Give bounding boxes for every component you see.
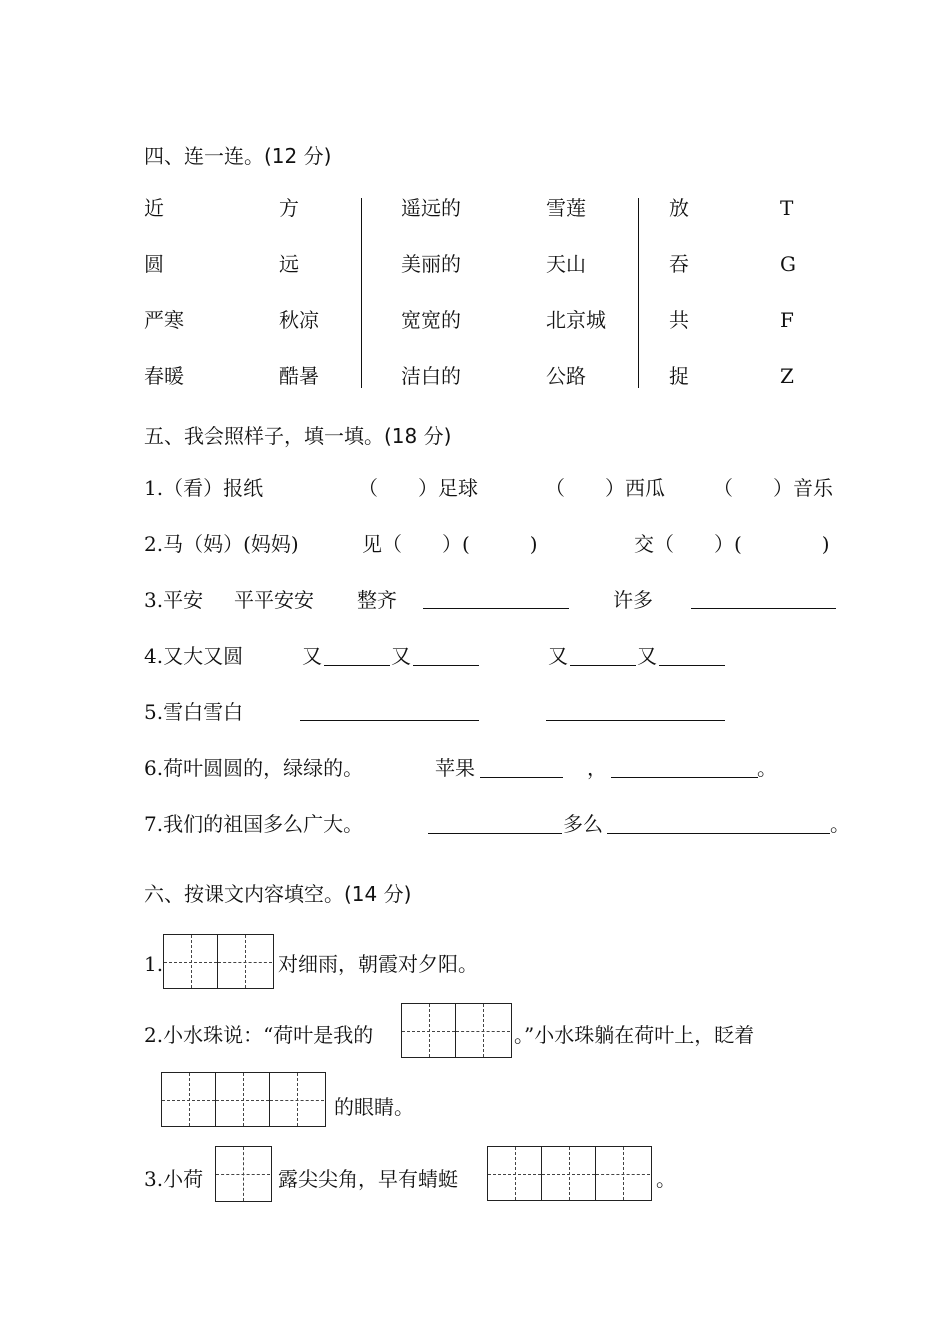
q2-blank-jian[interactable]: 见（ ）( ): [362, 532, 538, 556]
q3-word-xuduo: 许多: [613, 588, 653, 612]
s6-q1-number: 1.: [144, 952, 164, 976]
q1-blank-music[interactable]: （ ）音乐: [713, 476, 833, 500]
q3-blank-zhengqi[interactable]: [423, 608, 569, 609]
s6-q3-text-b: 露尖尖角，早有蜻蜓: [278, 1167, 458, 1191]
q7-blank[interactable]: [607, 833, 830, 834]
match-word: 圆: [144, 252, 164, 276]
q4-blank[interactable]: [570, 665, 636, 666]
q6-comma: ，: [587, 756, 607, 780]
match-word: 方: [279, 196, 299, 220]
tianzige-box[interactable]: [487, 1146, 652, 1201]
q4-you: 又: [391, 644, 411, 668]
match-word: 洁白的: [401, 364, 461, 388]
q4-blank[interactable]: [659, 665, 725, 666]
match-letter: F: [780, 308, 794, 332]
q4-blank[interactable]: [413, 665, 479, 666]
q6-blank[interactable]: [611, 777, 758, 778]
match-word: 酷暑: [279, 364, 319, 388]
match-word: 捉: [669, 364, 689, 388]
section-5-title: 五、我会照样子，填一填。(18 分): [144, 424, 452, 448]
match-word: 放: [669, 196, 689, 220]
match-word: 天山: [546, 252, 586, 276]
s6-q3-text-a: 3.小荷: [144, 1167, 204, 1191]
divider-line: [638, 198, 639, 388]
q7-blank[interactable]: [428, 833, 562, 834]
match-word: 吞: [669, 252, 689, 276]
q4-you: 又: [637, 644, 657, 668]
q1-blank-football[interactable]: （ ）足球: [358, 476, 478, 500]
q4-you: 又: [548, 644, 568, 668]
divider-line: [361, 198, 362, 388]
q4-example: 4.又大又圆: [144, 644, 244, 668]
match-letter: G: [780, 252, 796, 276]
s6-q2-text-b: 。”小水珠躺在荷叶上，眨着: [514, 1023, 755, 1047]
q1-example: 1.（看）报纸: [144, 476, 264, 500]
q3-example: 3.平安: [144, 588, 204, 612]
q2-example: 2.马（妈）(妈妈): [144, 532, 299, 556]
match-word: 春暖: [144, 364, 184, 388]
match-word: 共: [669, 308, 689, 332]
q1-blank-watermelon[interactable]: （ ）西瓜: [545, 476, 665, 500]
q6-period: 。: [757, 756, 777, 780]
tianzige-box[interactable]: [163, 934, 274, 989]
q7-word-duome: 多么: [563, 812, 603, 836]
q4-you: 又: [302, 644, 322, 668]
match-letter: Z: [780, 364, 794, 388]
section-4-title: 四、连一连。(12 分): [144, 144, 332, 168]
match-word: 公路: [546, 364, 586, 388]
s6-q2-text-a: 2.小水珠说：“荷叶是我的: [144, 1023, 374, 1047]
s6-q2-text-c: 的眼睛。: [334, 1095, 414, 1119]
q7-period: 。: [830, 812, 850, 836]
q3-example-answer: 平平安安: [234, 588, 314, 612]
q3-word-zhengqi: 整齐: [357, 588, 397, 612]
section-6-title: 六、按课文内容填空。(14 分): [144, 882, 412, 906]
match-word: 美丽的: [401, 252, 461, 276]
tianzige-box[interactable]: [161, 1072, 326, 1127]
tianzige-box[interactable]: [401, 1003, 512, 1058]
match-word: 宽宽的: [401, 308, 461, 332]
match-letter: T: [780, 196, 794, 220]
q2-blank-jiao[interactable]: 交（ ）( ): [634, 532, 830, 556]
q7-example: 7.我们的祖国多么广大。: [144, 812, 364, 836]
q6-example: 6.荷叶圆圆的，绿绿的。: [144, 756, 364, 780]
s6-q3-period: 。: [656, 1167, 676, 1191]
q5-example: 5.雪白雪白: [144, 700, 244, 724]
match-word: 遥远的: [401, 196, 461, 220]
q5-blank[interactable]: [300, 720, 479, 721]
match-word: 远: [279, 252, 299, 276]
match-word: 雪莲: [546, 196, 586, 220]
tianzige-box[interactable]: [215, 1146, 272, 1202]
q5-blank[interactable]: [546, 720, 725, 721]
s6-q1-text: 对细雨，朝霞对夕阳。: [278, 952, 478, 976]
match-word: 近: [144, 196, 164, 220]
match-word: 秋凉: [279, 308, 319, 332]
match-word: 北京城: [546, 308, 606, 332]
match-word: 严寒: [144, 308, 184, 332]
q6-blank[interactable]: [480, 777, 563, 778]
q3-blank-xuduo[interactable]: [691, 608, 836, 609]
q4-blank[interactable]: [324, 665, 390, 666]
q6-word-apple: 苹果: [435, 756, 475, 780]
